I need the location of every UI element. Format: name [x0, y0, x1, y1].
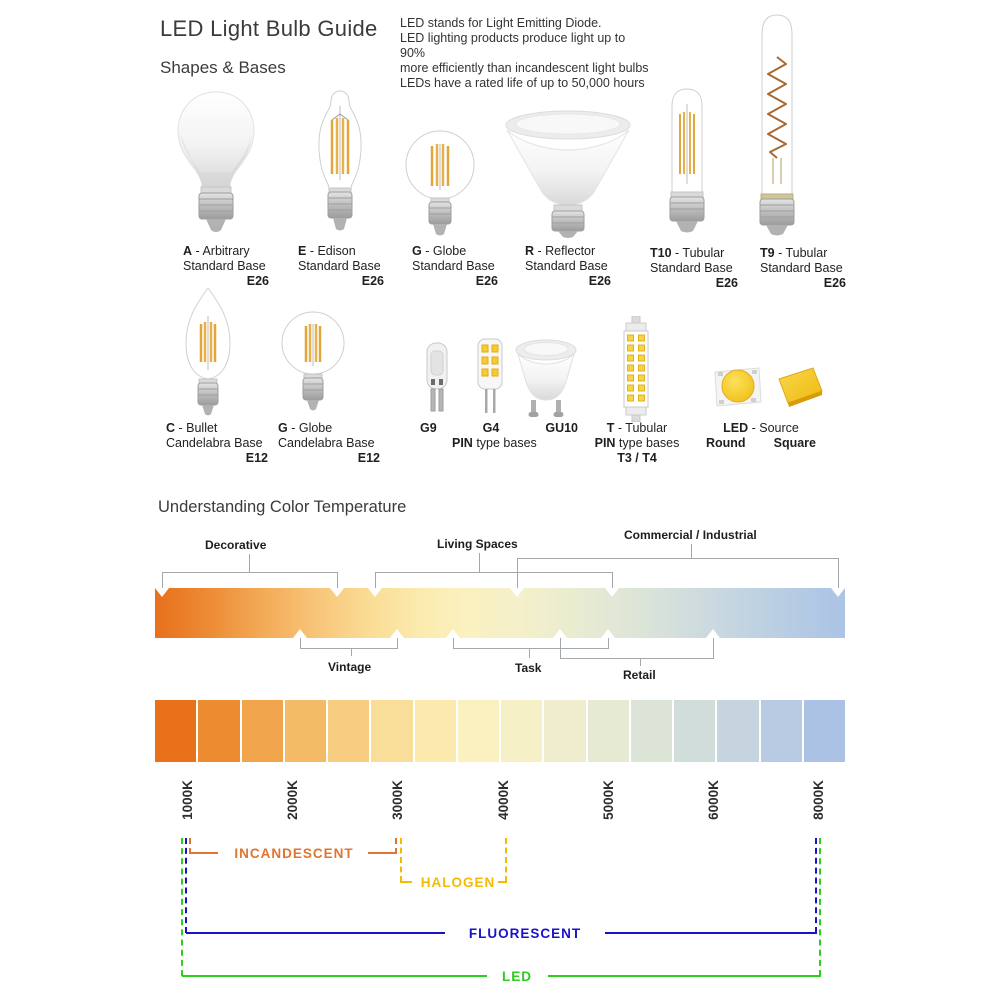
kelvin-tick-label: 1000K	[180, 780, 195, 820]
led-info-text	[400, 16, 650, 91]
zone-label-retail: Retail	[623, 668, 656, 682]
incandescent-range-line	[190, 852, 218, 854]
label-globe-bulb: G - Globe Standard Base E26	[412, 244, 498, 288]
section-color-temperature-title: Understanding Color Temperature	[158, 498, 407, 516]
gradient-bar-notch-up	[390, 629, 404, 638]
label-g9: G9	[420, 421, 437, 435]
zone-label-living-spaces: Living Spaces	[437, 537, 518, 551]
zone-label-decorative: Decorative	[205, 538, 267, 552]
gradient-bar-notch-down	[368, 588, 382, 597]
bracket-line	[249, 554, 250, 572]
kelvin-tick-label: 3000K	[390, 780, 405, 820]
kelvin-tick-label: 5000K	[601, 780, 616, 820]
kelvin-tick-label: 2000K	[285, 780, 300, 820]
t9-bulb-illustration	[756, 12, 798, 238]
label-led-square: Square	[773, 436, 816, 450]
bracket-line	[560, 658, 714, 659]
label-t-pin-bulb: T - Tubular PIN type bases T3 / T4	[594, 421, 680, 465]
gradient-bar-notch-down	[831, 588, 845, 597]
kelvin-segment	[588, 700, 629, 762]
label-pin-bases: G9 G4 GU10 PIN type bases	[420, 421, 578, 450]
a-bulb-illustration	[170, 90, 262, 238]
bracket-line	[479, 553, 480, 572]
bracket-line	[351, 648, 352, 656]
gradient-bar-notch-up	[446, 629, 460, 638]
fluorescent-range-line	[186, 932, 445, 934]
zone-label-vintage: Vintage	[328, 660, 372, 674]
kelvin-segment	[717, 700, 758, 762]
bracket-line	[453, 648, 609, 649]
kelvin-segment	[242, 700, 283, 762]
label-t9-bulb: T9 - Tubular Standard Base E26	[760, 246, 846, 290]
section-shapes-bases-title: Shapes & Bases	[160, 58, 286, 77]
label-a-bulb: A - Arbitrary Standard Base E26	[183, 244, 269, 288]
bracket-line	[453, 638, 454, 648]
gradient-bar-notch-down	[155, 588, 169, 597]
gradient-bar-notch-down	[605, 588, 619, 597]
globe-candelabra-illustration	[280, 310, 346, 418]
bracket-line	[337, 572, 338, 588]
color-temperature-gradient-bar	[155, 588, 845, 638]
incandescent-range-line	[368, 852, 397, 854]
candle-bulb-illustration	[180, 286, 236, 418]
kelvin-tick-label: 8000K	[811, 780, 826, 820]
led-range-line	[548, 975, 821, 977]
led-round-source-illustration	[710, 364, 764, 410]
kelvin-segment	[198, 700, 239, 762]
zone-label-commercial-industrial: Commercial / Industrial	[624, 528, 757, 542]
led-guide-dash	[181, 838, 183, 976]
halogen-range-line	[498, 881, 507, 883]
gradient-bar-notch-up	[553, 629, 567, 638]
gradient-bar-notch-down	[330, 588, 344, 597]
bracket-line	[162, 572, 338, 573]
kelvin-tick-label: 6000K	[706, 780, 721, 820]
bracket-line	[300, 648, 398, 649]
kelvin-segment	[761, 700, 802, 762]
kelvin-segment	[804, 700, 845, 762]
page-title: LED Light Bulb Guide	[160, 16, 378, 41]
label-led-round: Round	[706, 436, 746, 450]
kelvin-segment	[501, 700, 542, 762]
t-pin-bulb-illustration	[616, 316, 656, 422]
edison-bulb-illustration	[304, 88, 376, 238]
bracket-line	[838, 558, 839, 588]
bracket-line	[375, 572, 613, 573]
incandescent-range-label: INCANDESCENT	[234, 846, 354, 861]
bracket-line	[300, 638, 301, 648]
halogen-guide-dash	[400, 838, 402, 882]
label-led-source: LED - Source Round Square	[706, 421, 816, 450]
bracket-line	[640, 658, 641, 666]
halogen-guide-dash	[505, 838, 507, 882]
halogen-range-line	[400, 881, 412, 883]
led-square-source-illustration	[772, 364, 828, 410]
label-t10-bulb: T10 - Tubular Standard Base E26	[650, 246, 738, 290]
bracket-line	[375, 572, 376, 588]
kelvin-segment	[674, 700, 715, 762]
gradient-bar-notch-up	[293, 629, 307, 638]
fluorescent-range-line	[605, 932, 817, 934]
g4-bulb-illustration	[472, 337, 508, 419]
g9-bulb-illustration	[421, 341, 453, 419]
kelvin-segment	[415, 700, 456, 762]
bracket-line	[517, 558, 839, 559]
label-edison-bulb: E - Edison Standard Base E26	[298, 244, 384, 288]
kelvin-segment	[631, 700, 672, 762]
info-line: LEDs have a rated life of up to 50,000 hours	[400, 76, 645, 90]
reflector-bulb-illustration	[502, 104, 634, 238]
bracket-line	[529, 648, 530, 658]
gradient-bar-notch-down	[510, 588, 524, 597]
info-line: LED lighting products produce light up to 90%	[400, 31, 626, 60]
bracket-line	[162, 572, 163, 588]
halogen-range-label: HALOGEN	[420, 875, 496, 890]
globe-bulb-illustration	[404, 128, 476, 244]
gradient-bar-notch-up	[601, 629, 615, 638]
fluorescent-guide-dash	[185, 838, 187, 933]
gradient-bar-notch-up	[706, 629, 720, 638]
label-g4: G4	[482, 421, 500, 435]
label-reflector-bulb: R - Reflector Standard Base E26	[525, 244, 611, 288]
kelvin-tick-label: 4000K	[496, 780, 511, 820]
bracket-line	[612, 572, 613, 588]
label-gu10: GU10	[545, 421, 578, 435]
kelvin-segment	[155, 700, 196, 762]
led-range-line	[182, 975, 487, 977]
kelvin-segment	[328, 700, 369, 762]
label-globe-candelabra: G - Globe Candelabra Base E12	[278, 421, 380, 465]
t10-bulb-illustration	[664, 86, 710, 234]
zone-label-task: Task	[515, 661, 542, 675]
kelvin-segment-bar	[155, 700, 845, 762]
kelvin-segment	[544, 700, 585, 762]
kelvin-segment	[458, 700, 499, 762]
fluorescent-guide-dash	[815, 838, 817, 933]
gu10-bulb-illustration	[514, 338, 578, 422]
fluorescent-range-label: FLUORESCENT	[468, 926, 582, 941]
kelvin-segment	[285, 700, 326, 762]
led-range-label: LED	[502, 969, 532, 984]
label-candle-bulb: C - Bullet Candelabra Base E12	[166, 421, 268, 465]
bracket-line	[397, 638, 398, 648]
bracket-line	[691, 544, 692, 558]
led-guide-dash	[819, 838, 821, 976]
kelvin-segment	[371, 700, 412, 762]
info-line: more efficiently than incandescent light bulbs	[400, 61, 649, 75]
info-line: LED stands for Light Emitting Diode.	[400, 16, 602, 30]
bracket-line	[713, 638, 714, 658]
bracket-line	[517, 558, 518, 588]
bracket-line	[560, 638, 561, 658]
bracket-line	[608, 638, 609, 648]
